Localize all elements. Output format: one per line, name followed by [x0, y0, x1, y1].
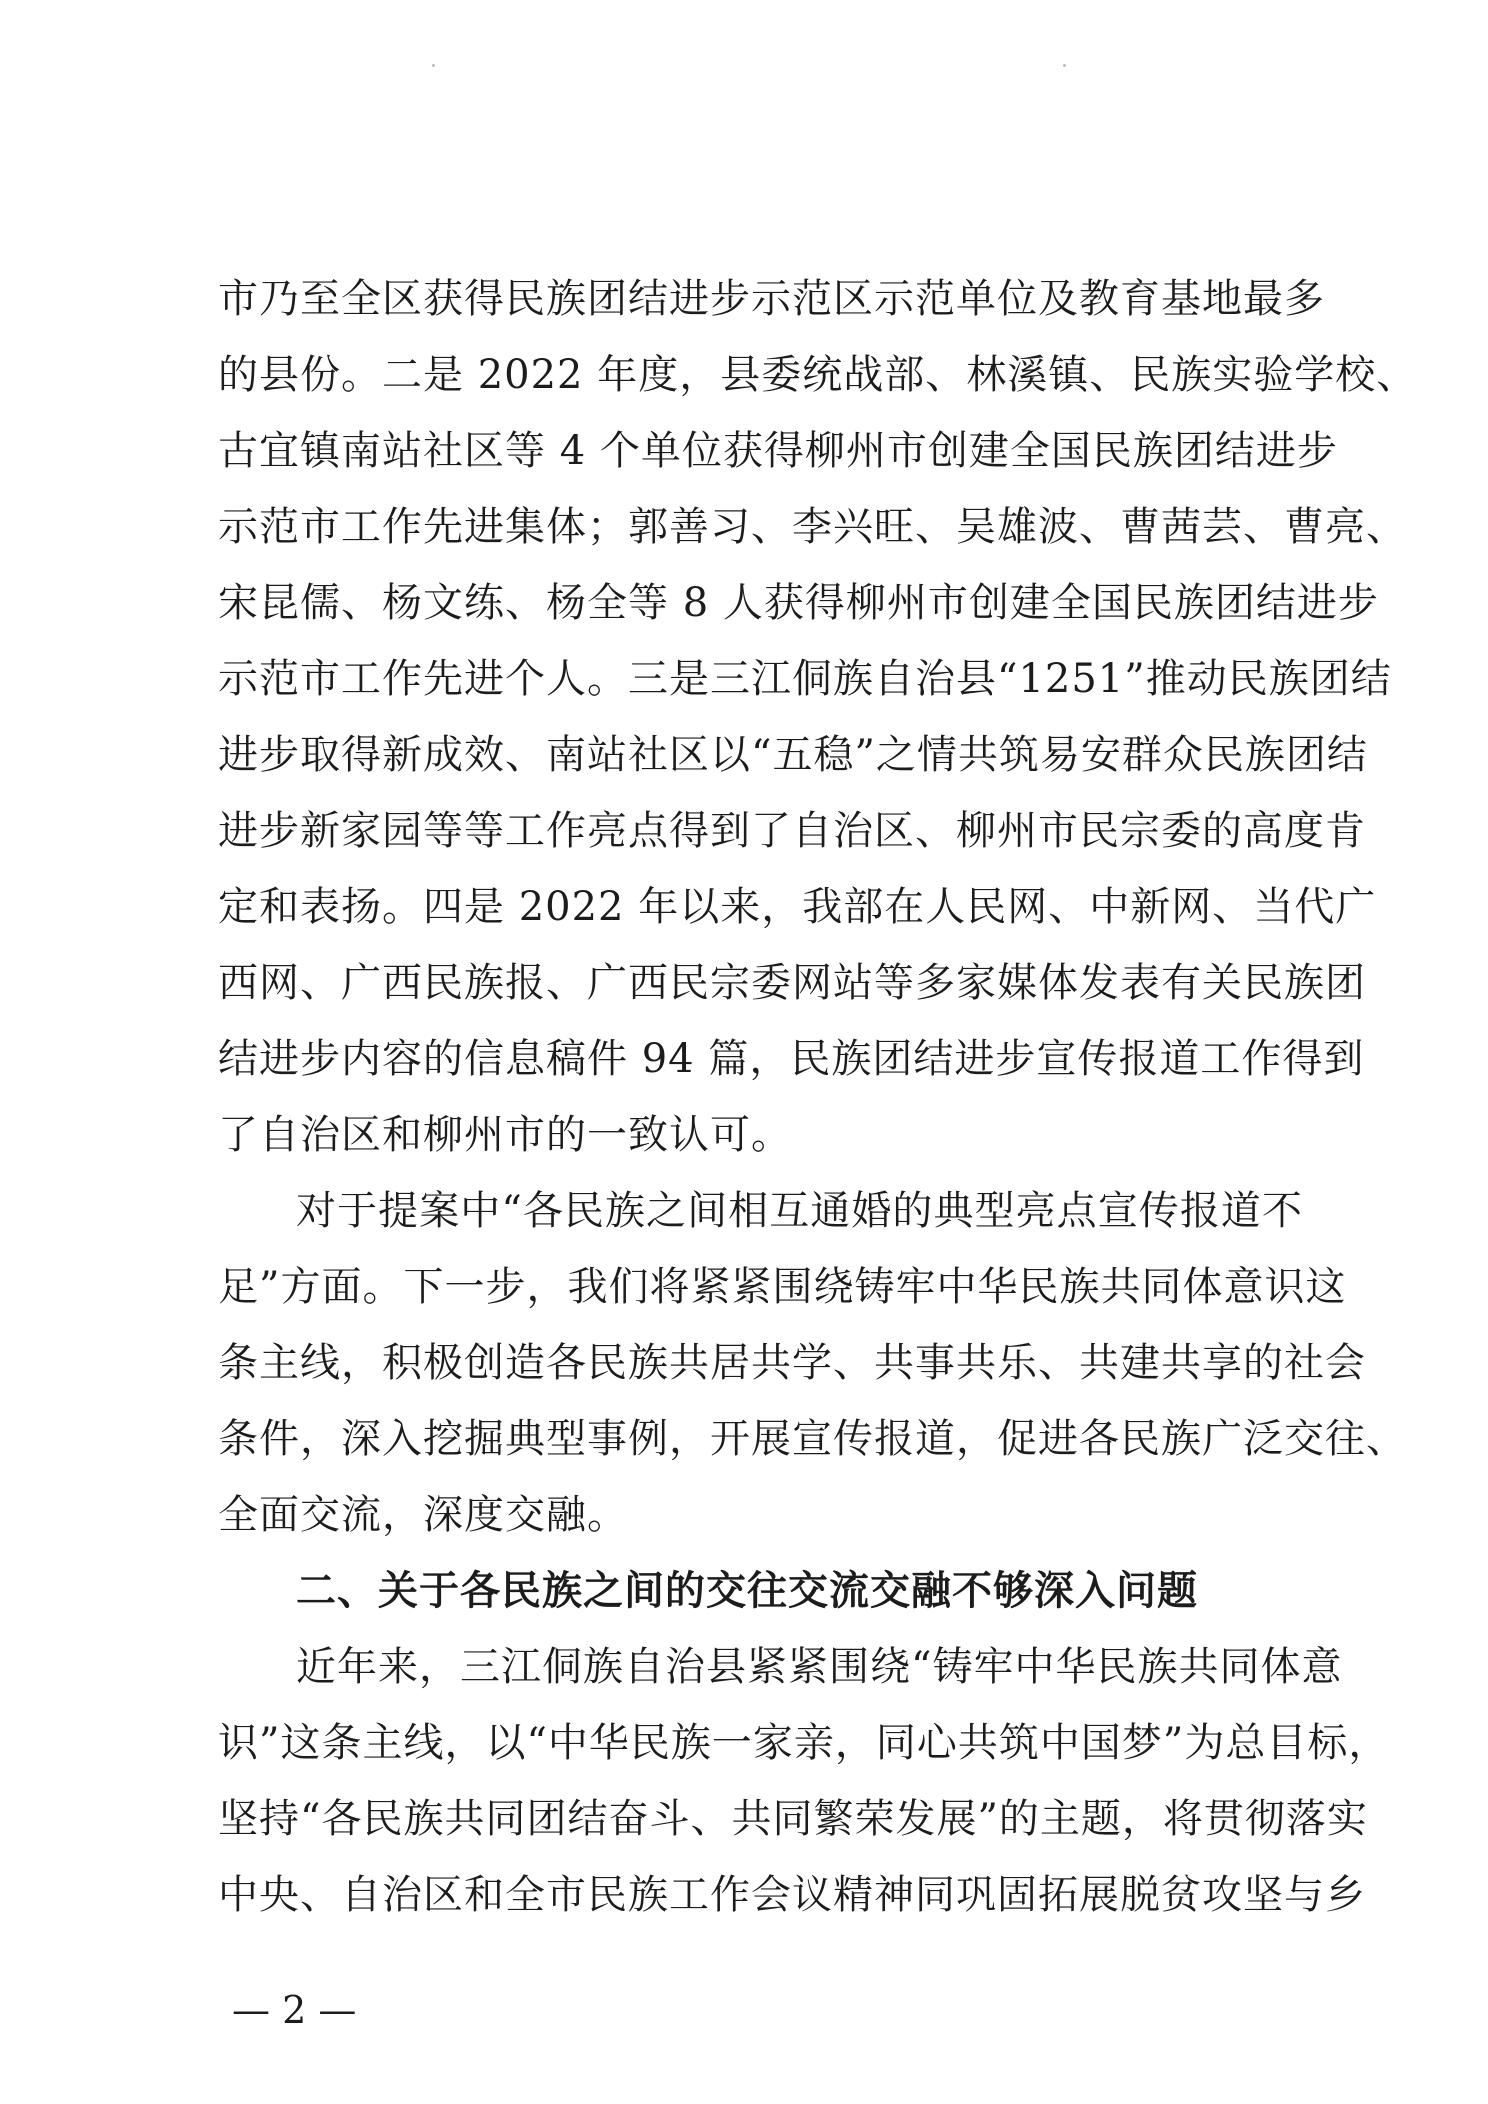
scan-speck — [432, 64, 435, 67]
body-line: 定和表扬。四是 2022 年以来，我部在人民网、中新网、当代广 — [218, 884, 1377, 930]
body-line: 对于提案中“各民族之间相互通婚的典型亮点宣传报道不 — [296, 1188, 1303, 1234]
body-line: 中央、自治区和全市民族工作会议精神同巩固拓展脱贫攻坚与乡 — [218, 1872, 1366, 1918]
body-line: 的县份。二是 2022 年度，县委统战部、林溪镇、民族实验学校、 — [218, 352, 1418, 398]
body-line: 示范市工作先进个人。三是三江侗族自治县“1251”推动民族团结 — [218, 656, 1392, 702]
body-line: 识”这条主线，以“中华民族一家亲，同心共筑中国梦”为总目标， — [218, 1720, 1390, 1766]
scan-speck — [1063, 64, 1066, 67]
body-line: 市乃至全区获得民族团结进步示范区示范单位及教育基地最多 — [218, 276, 1325, 322]
body-line: 西网、广西民族报、广西民宗委网站等多家媒体发表有关民族团 — [218, 960, 1366, 1006]
body-line: 宋昆儒、杨文练、杨全等 8 人获得柳州市创建全国民族团结进步 — [218, 580, 1379, 626]
body-line: 条主线，积极创造各民族共居共学、共事共乐、共建共享的社会 — [218, 1340, 1366, 1386]
body-line: 近年来，三江侗族自治县紧紧围绕“铸牢中华民族共同体意 — [296, 1644, 1343, 1690]
body-line: 结进步内容的信息稿件 94 篇，民族团结进步宣传报道工作得到 — [218, 1036, 1365, 1082]
section-heading: 二、关于各民族之间的交往交流交融不够深入问题 — [296, 1568, 1198, 1614]
body-line: 条件，深入挖掘典型事例，开展宣传报道，促进各民族广泛交往、 — [218, 1416, 1407, 1462]
body-line: 坚持“各民族共同团结奋斗、共同繁荣发展”的主题，将贯彻落实 — [218, 1796, 1368, 1842]
body-line: 古宜镇南站社区等 4 个单位获得柳州市创建全国民族团结进步 — [218, 428, 1338, 474]
page-number: — 2 — — [232, 1988, 357, 2032]
body-line: 全面交流，深度交融。 — [218, 1492, 628, 1538]
body-line: 足”方面。下一步，我们将紧紧围绕铸牢中华民族共同体意识这 — [218, 1264, 1347, 1310]
body-line: 进步取得新成效、南站社区以“五稳”之情共筑易安群众民族团结 — [218, 732, 1368, 778]
body-line: 了自治区和柳州市的一致认可。 — [218, 1112, 792, 1158]
body-line: 进步新家园等等工作亮点得到了自治区、柳州市民宗委的高度肯 — [218, 808, 1366, 854]
body-line: 示范市工作先进集体；郭善习、李兴旺、吴雄波、曹茜芸、曹亮、 — [218, 504, 1407, 550]
